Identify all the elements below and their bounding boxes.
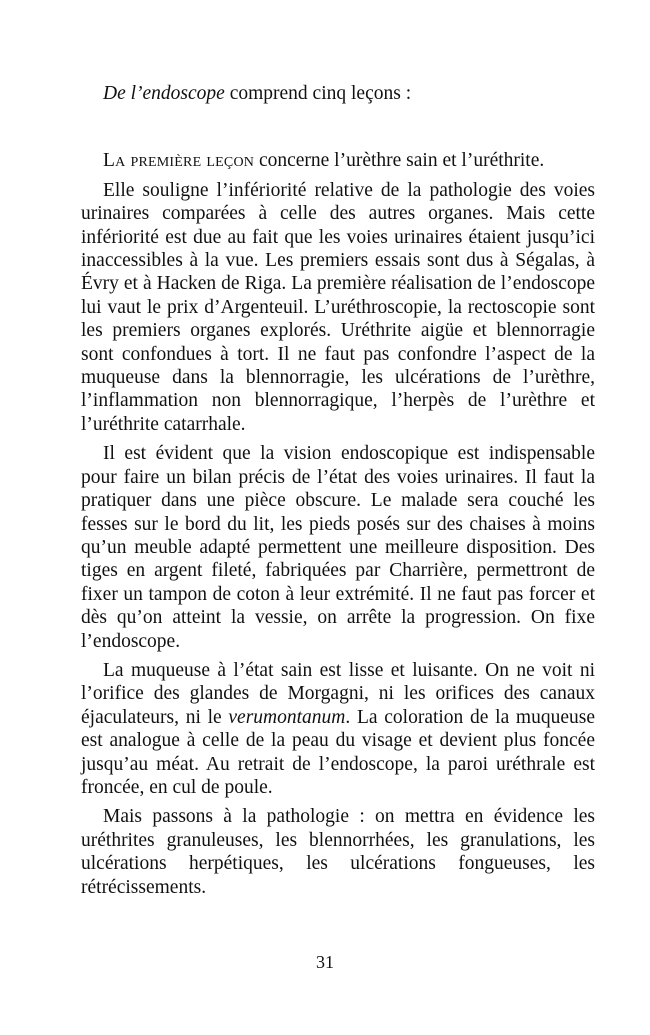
section-heading (81, 149, 595, 172)
paragraph-2: Il est évident que la vision endoscopique est indispensable pour faire un bilan précis de l’état des voies urinaires. Il faut la pratiquer dans une pièce obscure. Le malade sera couché les fesses sur le bord du lit, les pieds posés sur des chaises à moins qu’un meuble adapté permettent une meilleure disposition. Des tiges en argent fileté, fabriquées par Charrière, permettront de fixer un tampon de coton à leur extrémité. Il ne faut pas forcer et dès qu’on atteint la vessie, on arrête la progression. On fixe l’endoscope. (81, 443, 595, 652)
section-rest: concerne l’urèthre sain et l’uréthrite. (254, 150, 545, 172)
paragraph-3-after: . La coloration de la muqueuse est analogue à celle de la peau du visage et devient plus foncée jusqu’au méat. Au retrait de l’endoscope, la paroi uréthrale est froncée, en cul de poule. (81, 706, 596, 798)
intro-title: De l’endoscope (103, 83, 225, 104)
paragraph-4: Mais passons à la pathologie : on mettra en évidence les uréthrites granuleuses, les blennorrhées, les granulations, les ulcérations herpétiques, les ulcérations fongueuses, les rétrécissements. (81, 806, 595, 898)
paragraph-3-before: La muqueuse à l’état sain est lisse et luisante. On ne voit ni l’orifice des glandes de Morgagni, ni les orifices des canaux éjaculateurs, ni le (81, 659, 595, 728)
paragraph-3-italic: verumontanum (228, 706, 346, 728)
intro-line (81, 82, 595, 105)
intro-rest: comprend cinq leçons : (224, 83, 412, 104)
page-number: 31 (316, 952, 334, 972)
paragraph-1: Elle souligne l’infériorité relative de la pathologie des voies urinaires comparées à celle des autres organes. Mais cette infériorité est due au fait que les voies urinaires étaient jusqu’ici inaccessibles à la vue. Les premiers essais sont dus à Ségalas, à Évry et à Hacken de Riga. La première réalisation de l’endoscope lui vaut le prix d’Argenteuil. L’uréthroscopie, la rectoscopie sont les premiers organes explorés. Uréthrite aigüe et blennorragie sont confondues à tort. Il ne faut pas confondre l’aspect de la muqueuse dans la blennorragie, les ulcérations de l’urèthre, l’inflammation non blennorragique, l’herpès de l’urèthre et l’uréthrite catarrhale. (81, 179, 595, 435)
paragraph-3 (81, 659, 595, 799)
section-lead: La première leçon (103, 150, 255, 172)
page-body (81, 82, 595, 905)
